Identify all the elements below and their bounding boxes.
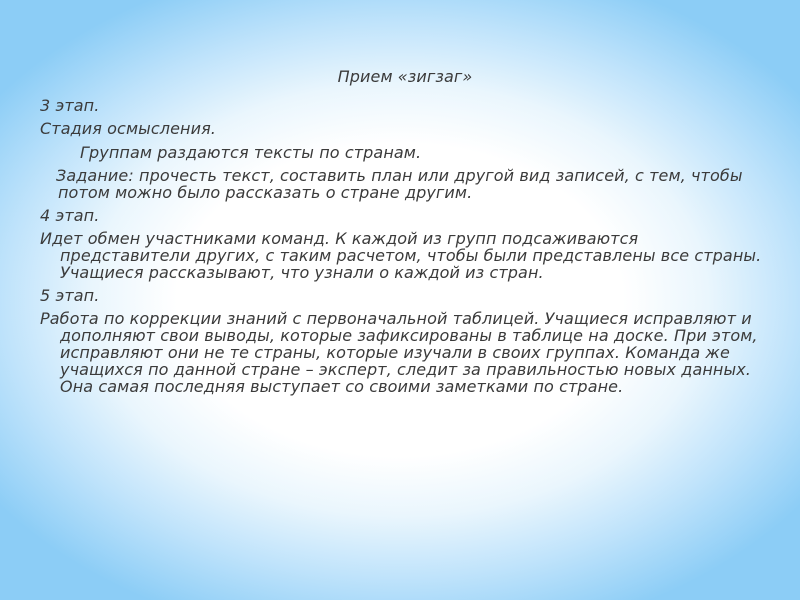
slide-title: Прием «зигзаг» — [337, 67, 473, 86]
stage-5-description: Работа по коррекции знаний с первоначальной таблицей. Учащиеся исправляют и дополняют свои выводы, которые зафиксированы в таблице на доске. При этом, исправляют они не те страны, которые изучали в своих группах. Команда же учащихся по данной стране – эксперт, следит за правильностью новых данных. Она самая последняя выступает со своими заметками по стране. — [40, 309, 758, 396]
stage-4-description: Идет обмен участниками команд. К каждой из групп подсаживаются представители других, с таким расчетом, чтобы были представлены все страны. Учащиеся рассказывают, что узнали о каждой из стран. — [40, 229, 762, 282]
stage-5-heading: 5 этап. — [40, 286, 100, 305]
stage-4-heading: 4 этап. — [40, 206, 100, 225]
groups-texts-line: Группам раздаются тексты по странам. — [80, 143, 422, 162]
stage-3-description: Стадия осмысления. — [40, 119, 216, 138]
stage-3-heading: 3 этап. — [40, 96, 100, 115]
slide-content — [40, 68, 770, 401]
assignment-text: Задание: прочесть текст, составить план или другой вид записей, с тем, чтобы потом можно было рассказать о стране другим. — [56, 166, 743, 202]
